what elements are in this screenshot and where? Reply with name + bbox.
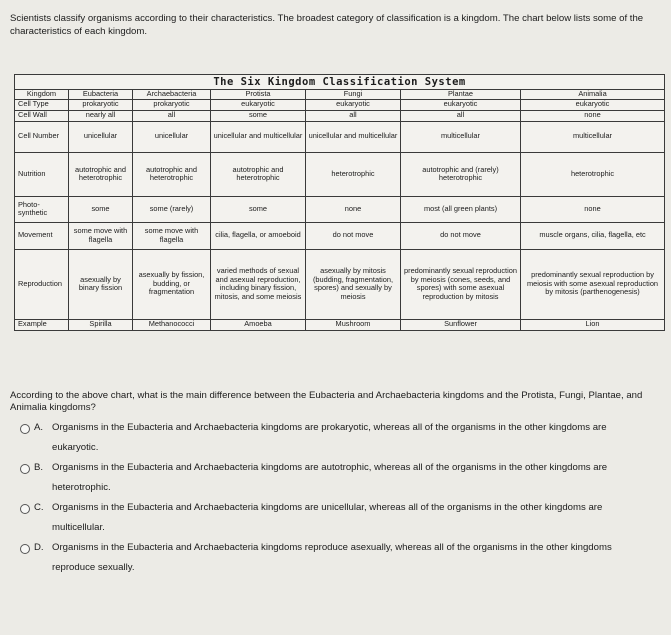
table-cell: predominantly sexual reproduction by meiosis with some asexual reproduction by mitosis (parthenogenesis) xyxy=(521,249,665,319)
radio-button-icon[interactable] xyxy=(20,464,30,474)
table-cell: prokaryotic xyxy=(69,99,133,110)
radio-button-icon[interactable] xyxy=(20,504,30,514)
table-cell: eukaryotic xyxy=(401,99,521,110)
radio-button-icon[interactable] xyxy=(20,424,30,434)
table-cell: eukaryotic xyxy=(521,99,665,110)
table-cell: asexually by fission, budding, or fragmentation xyxy=(133,249,211,319)
table-cell: multicellular xyxy=(401,121,521,152)
table-row xyxy=(15,249,665,319)
header-cell: Fungi xyxy=(306,90,401,100)
table-cell: prokaryotic xyxy=(133,99,211,110)
row-label: Cell Number xyxy=(15,121,69,152)
table-cell: muscle organs, cilia, flagella, etc xyxy=(521,222,665,249)
table-cell: unicellular and multicellular xyxy=(306,121,401,152)
table-cell: some move with flagella xyxy=(133,222,211,249)
table-cell: do not move xyxy=(401,222,521,249)
table-cell: autotrophic and heterotrophic xyxy=(211,152,306,196)
table-cell: nearly all xyxy=(69,110,133,121)
option-letter: B. xyxy=(34,462,44,473)
table-cell: none xyxy=(306,196,401,222)
answer-options xyxy=(20,418,650,578)
answer-option-b[interactable] xyxy=(20,458,650,498)
table-cell: multicellular xyxy=(521,121,665,152)
row-label: Nutrition xyxy=(15,152,69,196)
header-cell: Archaebacteria xyxy=(133,90,211,100)
table-cell: autotrophic and (rarely) heterotrophic xyxy=(401,152,521,196)
table-cell: varied methods of sexual and asexual reproduction, including binary fission, mitosis, and some meiosis xyxy=(211,249,306,319)
table-cell: most (all green plants) xyxy=(401,196,521,222)
question-text: According to the above chart, what is the main difference between the Eubacteria and Archaebacteria kingdoms and the Protista, Fungi, Plantae, and Animalia kingdoms? xyxy=(10,390,643,413)
table-row xyxy=(15,152,665,196)
option-text: Organisms in the Eubacteria and Archaebacteria kingdoms are prokaryotic, whereas all of the organisms in the other kingdoms are eukaryotic. xyxy=(52,422,607,453)
table-cell: unicellular xyxy=(133,121,211,152)
table-cell: cilia, flagella, or amoeboid xyxy=(211,222,306,249)
table-cell: do not move xyxy=(306,222,401,249)
table-cell: none xyxy=(521,110,665,121)
header-cell: Protista xyxy=(211,90,306,100)
row-label: Movement xyxy=(15,222,69,249)
table-row xyxy=(15,222,665,249)
row-label: Photo-synthetic xyxy=(15,196,69,222)
header-cell: Kingdom xyxy=(15,90,69,100)
answer-option-c[interactable] xyxy=(20,498,650,538)
table-row xyxy=(15,110,665,121)
option-text: Organisms in the Eubacteria and Archaebacteria kingdoms reproduce asexually, whereas all of the organisms in the other kingdoms reproduce sexually. xyxy=(52,542,612,573)
table-cell: some move with flagella xyxy=(69,222,133,249)
table-row xyxy=(15,196,665,222)
table-cell: Methanococci xyxy=(133,319,211,330)
table-cell: Amoeba xyxy=(211,319,306,330)
table-cell: Spirilla xyxy=(69,319,133,330)
table-cell: heterotrophic xyxy=(306,152,401,196)
option-text: Organisms in the Eubacteria and Archaebacteria kingdoms are unicellular, whereas all of the organisms in the other kingdoms are multicellular. xyxy=(52,502,603,533)
classification-table-container xyxy=(14,74,664,331)
header-row xyxy=(15,90,665,100)
row-label: Cell Wall xyxy=(15,110,69,121)
table-cell: Mushroom xyxy=(306,319,401,330)
radio-button-icon[interactable] xyxy=(20,544,30,554)
table-cell: some (rarely) xyxy=(133,196,211,222)
table-cell: Sunflower xyxy=(401,319,521,330)
table-cell: some xyxy=(69,196,133,222)
option-text: Organisms in the Eubacteria and Archaebacteria kingdoms are autotrophic, whereas all of the organisms in the other kingdoms are heterotrophic. xyxy=(52,462,608,493)
table-cell: autotrophic and heterotrophic xyxy=(133,152,211,196)
table-cell: unicellular xyxy=(69,121,133,152)
table-cell: some xyxy=(211,110,306,121)
table-cell: all xyxy=(306,110,401,121)
table-cell: Lion xyxy=(521,319,665,330)
table-cell: asexually by mitosis (budding, fragmentation, spores) and sexually by meiosis xyxy=(306,249,401,319)
table-cell: some xyxy=(211,196,306,222)
option-letter: C. xyxy=(34,502,44,513)
answer-option-a[interactable] xyxy=(20,418,650,458)
row-label: Cell Type xyxy=(15,99,69,110)
table-cell: heterotrophic xyxy=(521,152,665,196)
table-cell: asexually by binary fission xyxy=(69,249,133,319)
table-cell: all xyxy=(401,110,521,121)
table-cell: unicellular and multicellular xyxy=(211,121,306,152)
table-cell: eukaryotic xyxy=(211,99,306,110)
table-cell: none xyxy=(521,196,665,222)
row-label: Reproduction xyxy=(15,249,69,319)
table-row xyxy=(15,99,665,110)
intro-text: Scientists classify organisms according to their characteristics. The broadest category of classification is a kingdom. The chart below lists some of the characteristics of each kingdom. xyxy=(10,13,644,37)
table-row xyxy=(15,121,665,152)
classification-table xyxy=(14,74,665,331)
option-letter: A. xyxy=(34,422,44,433)
answer-option-d[interactable] xyxy=(20,538,650,578)
table-title: The Six Kingdom Classification System xyxy=(15,75,665,90)
table-cell: predominantly sexual reproduction by meiosis (cones, seeds, and spores) with some asexual reproduction by mitosis xyxy=(401,249,521,319)
option-letter: D. xyxy=(34,542,44,553)
table-row xyxy=(15,319,665,330)
table-cell: autotrophic and heterotrophic xyxy=(69,152,133,196)
header-cell: Plantae xyxy=(401,90,521,100)
table-cell: eukaryotic xyxy=(306,99,401,110)
header-cell: Animalia xyxy=(521,90,665,100)
header-cell: Eubacteria xyxy=(69,90,133,100)
table-cell: all xyxy=(133,110,211,121)
row-label: Example xyxy=(15,319,69,330)
